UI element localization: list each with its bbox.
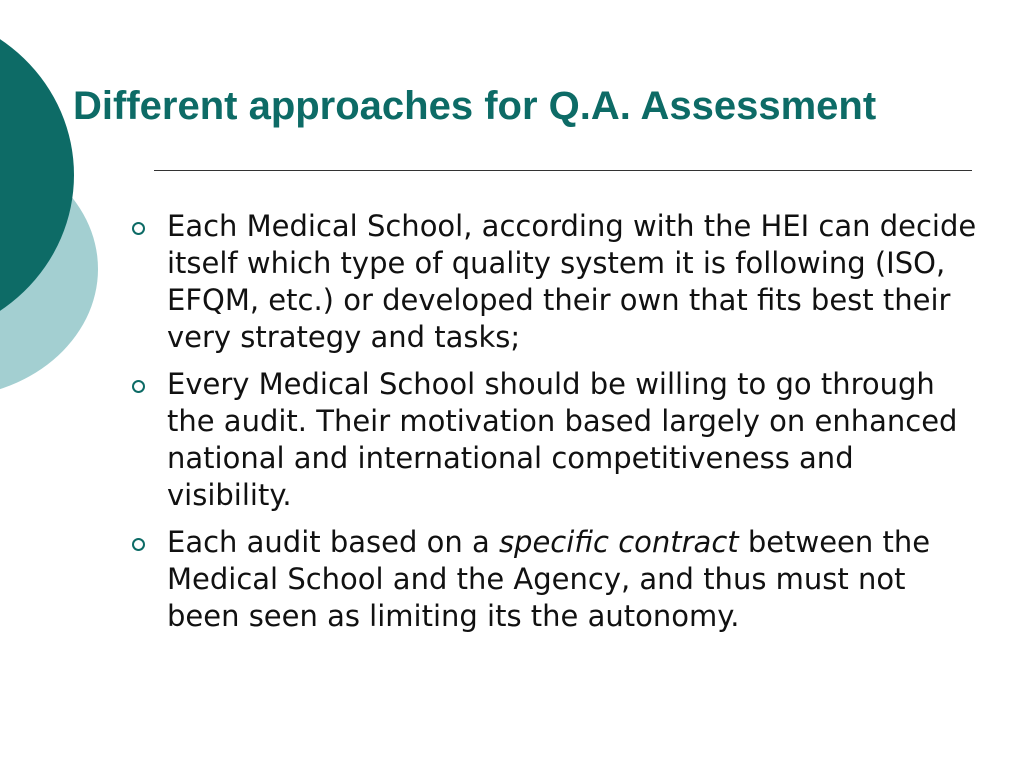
bullet-list <box>120 208 980 645</box>
slide-title: Different approaches for Q.A. Assessment <box>73 84 877 128</box>
bullet-item-3 <box>120 524 980 635</box>
title-divider <box>154 170 972 171</box>
hollow-circle-bullet-icon <box>132 222 145 235</box>
bullet-item-2 <box>120 366 980 514</box>
bullet-text-2: Every Medical School should be willing to go through the audit. Their motivation based largely on enhanced national and international competitiveness and visibility. <box>167 367 958 512</box>
bullet-item-1 <box>120 208 980 356</box>
bullet-text-3-before: Each audit based on a <box>167 525 499 559</box>
bullet-text-3-after: between the Medical School and the Agency, and thus must not been seen as limiting its the autonomy. <box>167 525 931 633</box>
bullet-text-3-italic: specific contract <box>498 525 739 559</box>
hollow-circle-bullet-icon <box>132 538 145 551</box>
bullet-text-1: Each Medical School, according with the HEI can decide itself which type of quality system it is following (ISO, EFQM, etc.) or developed their own that fits best their very strategy and tasks; <box>167 209 977 354</box>
hollow-circle-bullet-icon <box>132 380 145 393</box>
